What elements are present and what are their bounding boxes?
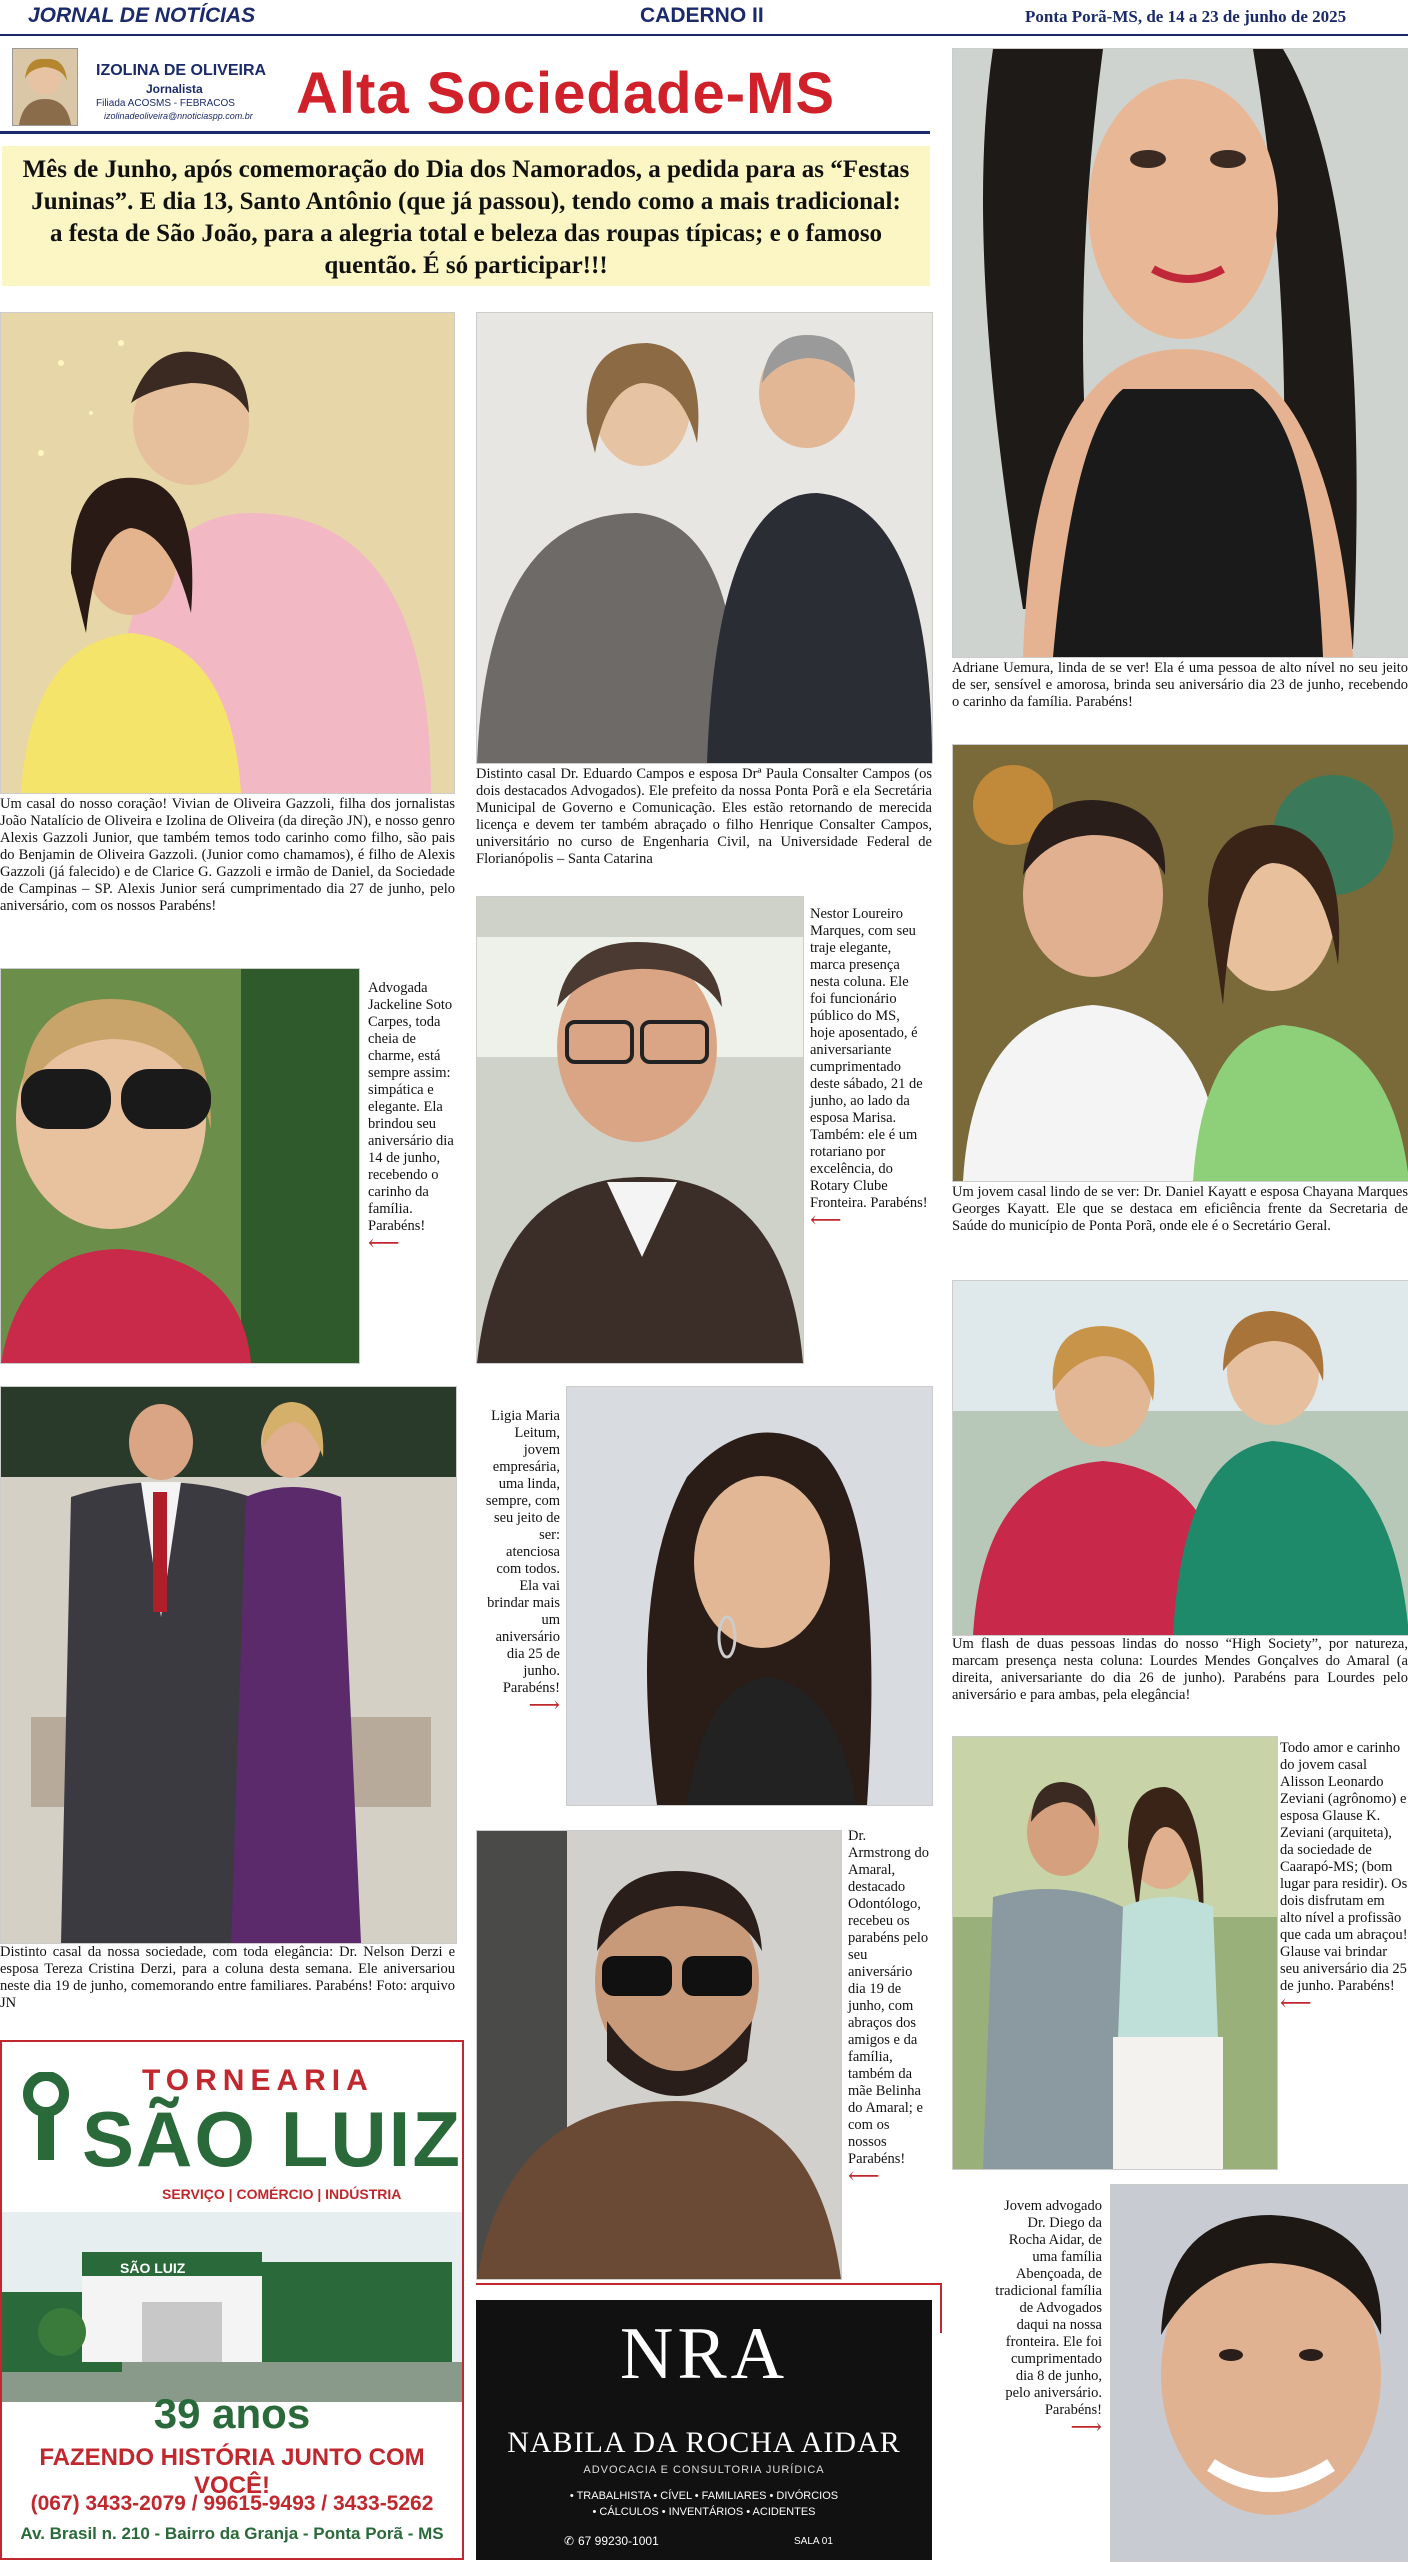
ad-tornearia-sao-luiz[interactable] bbox=[0, 2040, 464, 2560]
divider-line bbox=[476, 2283, 942, 2285]
arrow-left-icon: ⟵ bbox=[848, 2163, 880, 2188]
photo-ligia bbox=[566, 1386, 933, 1806]
ad-nra-areas-1: • TRABALHISTA • CÍVEL • FAMILIARES • DIVÓRCIOS bbox=[569, 2490, 839, 2502]
caption-jackeline-text: Advogada Jackeline Soto Carpes, toda cheia de charme, está sempre assim: simpática e elegante. Ela brindou seu aniversário dia 14 de junho, recebendo o carinho da família. Parabéns! bbox=[368, 980, 454, 1234]
photo-derzi-couple bbox=[0, 1386, 457, 1944]
masthead-rule bbox=[0, 131, 930, 134]
columnist-affiliation: Filiada ACOSMS - FEBRACOS bbox=[96, 98, 235, 109]
caption-ligia-text: Ligia Maria Leitum, jovem empresária, uma linda, sempre, com seu jeito de ser: atenciosa com todos. Ela vai brindar mais um aniversário dia 25 de junho. Parabéns! bbox=[485, 1408, 560, 1696]
page-header bbox=[0, 0, 1408, 36]
photo-jackeline bbox=[0, 968, 360, 1364]
caption-armstrong-text: Dr. Armstrong do Amaral, destacado Odontólogo, recebeu os parabéns pelo seu aniversário dia 19 de junho, com abraços dos amigos e da família, também da mãe Belinha do Amaral; e com os nossos Parabéns! bbox=[848, 1828, 929, 2167]
ad-nra-subtitle: ADVOCACIA E CONSULTORIA JURÍDICA bbox=[583, 2464, 825, 2476]
section-name: CADERNO II bbox=[640, 4, 764, 27]
photo-diego bbox=[1110, 2184, 1408, 2562]
columnist-role: Jornalista bbox=[146, 82, 203, 96]
caption-kayatt: Um jovem casal lindo de se ver: Dr. Daniel Kayatt e esposa Chayana Marques Georges Kayatt. Ele que se destaca em eficiência frente da Secretaria de Saúde do município de Ponta Porã, onde ele é o Secretário Geral. bbox=[952, 1184, 1408, 1234]
ad-nra-name: NABILA DA ROCHA AIDAR bbox=[507, 2426, 901, 2459]
caption-adriane: Adriane Uemura, linda de se ver! Ela é uma pessoa de alto nível no seu jeito de ser, sensível e amorosa, brinda seu aniversário dia 23 de junho, recebendo o carinho da família. Parabéns! bbox=[952, 660, 1408, 710]
photo-amaral-ladies bbox=[952, 1280, 1408, 1636]
ad-tornearia-sign: SÃO LUIZ bbox=[120, 2260, 186, 2276]
divider-line bbox=[940, 2283, 942, 2333]
ad-nra-areas-2: • CÁLCULOS • INVENTÁRIOS • ACIDENTES bbox=[592, 2506, 816, 2518]
journal-name: JORNAL DE NOTÍCIAS bbox=[28, 4, 256, 27]
photo-campos-couple bbox=[476, 312, 933, 764]
photo-gazzoli-couple bbox=[0, 312, 455, 794]
ad-tornearia-services: SERVIÇO | COMÉRCIO | INDÚSTRIA bbox=[162, 2186, 402, 2202]
caption-amaral: Um flash de duas pessoas lindas do nosso “High Society”, por natureza, marcam presença nesta coluna: Lourdes Mendes Gonçalves do Amaral (a direita, aniversariante do dia 26 de junho). Parabéns para Lourdes pelo aniversário e para ambas, pela elegância! bbox=[952, 1636, 1408, 1703]
columnist-name: IZOLINA DE OLIVEIRA bbox=[96, 62, 267, 79]
ad-tornearia-years: 39 anos bbox=[153, 2390, 311, 2437]
caption-ligia bbox=[484, 1408, 560, 1717]
arrow-left-icon: ⟵ bbox=[1280, 1990, 1312, 2015]
ad-tornearia-phones: (067) 3433-2079 / 99615-9493 / 3433-5262 bbox=[30, 2492, 434, 2515]
photo-nestor bbox=[476, 896, 804, 1364]
arrow-right-icon: ⟶ bbox=[528, 1692, 560, 1717]
arrow-right-icon: ⟶ bbox=[1070, 2414, 1102, 2439]
dateline: Ponta Porã-MS, de 14 a 23 de junho de 2025 bbox=[1025, 7, 1347, 26]
ad-tornearia-building bbox=[2, 2212, 462, 2402]
masthead-title: Alta Sociedade-MS bbox=[296, 61, 836, 126]
ad-nra-logo: NRA bbox=[619, 2313, 789, 2395]
arrow-left-icon: ⟵ bbox=[810, 1207, 842, 1232]
wrench-logo-icon bbox=[16, 2072, 76, 2162]
arrow-left-icon: ⟵ bbox=[368, 1230, 400, 1255]
ad-tornearia-name: SÃO LUIZ bbox=[82, 2095, 462, 2183]
caption-diego bbox=[990, 2198, 1102, 2439]
caption-gazzoli: Um casal do nosso coração! Vivian de Oliveira Gazzoli, filha dos jornalistas João Natalício de Oliveira e Izolina de Oliveira (da direção JN), e nosso genro Alexis Gazzoli Junior, que também temos todo carinho como filho, são pais do Benjamin de Oliveira Gazzoli. (Junior como chamamos), é filho de Alexis Gazzoli (já falecido) e de Clarice G. Gazzoli e irmão de Daniel, da Sociedade de Campinas – SP. Alexis Junior será cumprimentado dia 27 de junho, pelo aniversário, com os nossos Parabéns! bbox=[0, 796, 455, 914]
ad-tornearia-address: Av. Brasil n. 210 - Bairro da Granja - Ponta Porã - MS bbox=[20, 2524, 444, 2543]
caption-zeviani-text: Todo amor e carinho do jovem casal Alisson Leonardo Zeviani (agrônomo) e esposa Glause K. Zeviani (arquiteta), da sociedade de Caarapó-MS; (bom lugar para residir). Os dois disfrutam em alto nível a profissão que cada um abraçou! Glause vai brindar seu aniversário dia 25 de junho. Parabéns! bbox=[1280, 1740, 1408, 1994]
ad-tornearia-slogan: FAZENDO HISTÓRIA JUNTO COM VOCÊ! bbox=[39, 2444, 425, 2499]
caption-campos: Distinto casal Dr. Eduardo Campos e esposa Drª Paula Consalter Campos (os dois destacados Advogados). Ele prefeito da nossa Ponta Porã e ela Secretária Municipal de Governo e Comunicação. Eles estão retornando de merecida licença e devem ter também abraçado o filho Henrique Consalter Campos, universitário no curso de Engenharia Civil, na Universidade Federal de Florianópolis – Santa Catarina bbox=[476, 766, 932, 867]
ad-nra-room: SALA 01 bbox=[794, 2536, 833, 2547]
caption-jackeline bbox=[368, 980, 464, 1255]
photo-armstrong bbox=[476, 1830, 842, 2280]
photo-adriane bbox=[952, 48, 1408, 658]
intro-box bbox=[2, 146, 930, 286]
caption-derzi: Distinto casal da nossa sociedade, com toda elegância: Dr. Nelson Derzi e esposa Tereza Cristina Derzi, para a coluna desta semana. Ele aniversariou neste dia 19 de junho, comemorando entre familiares. Parabéns! Foto: arquivo JN bbox=[0, 1944, 455, 2011]
caption-nestor-text: Nestor Loureiro Marques, com seu traje elegante, marca presença nesta coluna. Ele foi funcionário público do MS, hoje aposentado, é aniversariante cumprimentado deste sábado, 21 de junho, ao lado da esposa Marisa. Também: ele é um rotariano por excelência, do Rotary Clube Fronteira. Parabéns! bbox=[810, 906, 928, 1211]
ad-nra-advocacia[interactable] bbox=[476, 2300, 932, 2560]
caption-zeviani bbox=[1280, 1740, 1408, 2015]
ad-tornearia-line1: TORNEARIA bbox=[142, 2064, 374, 2097]
caption-armstrong bbox=[848, 1828, 930, 2188]
ad-nra-phone: 67 99230-1001 bbox=[578, 2534, 659, 2548]
columnist-avatar bbox=[12, 48, 78, 126]
columnist-email: izolinadeoliveira@nnoticiaspp.com.br bbox=[104, 111, 253, 121]
caption-nestor bbox=[810, 906, 928, 1232]
whatsapp-icon: ✆ bbox=[564, 2534, 575, 2548]
photo-zeviani-couple bbox=[952, 1736, 1278, 2170]
caption-diego-text: Jovem advogado Dr. Diego da Rocha Aidar, de uma família Abençoada, de tradicional família de Advogados daqui na nossa fronteira. Ele foi cumprimentado dia 8 de junho, pelo aniversário. Parabéns! bbox=[995, 2198, 1102, 2418]
photo-kayatt-couple bbox=[952, 744, 1408, 1182]
intro-text: Mês de Junho, após comemoração do Dia dos Namorados, a pedida para as “Festas Juninas”. E dia 13, Santo Antônio (que já passou), tendo como a mais tradicional: a festa de São João, para a alegria total e beleza das roupas típicas; e o famoso quentão. É só participar!!! bbox=[22, 156, 910, 279]
